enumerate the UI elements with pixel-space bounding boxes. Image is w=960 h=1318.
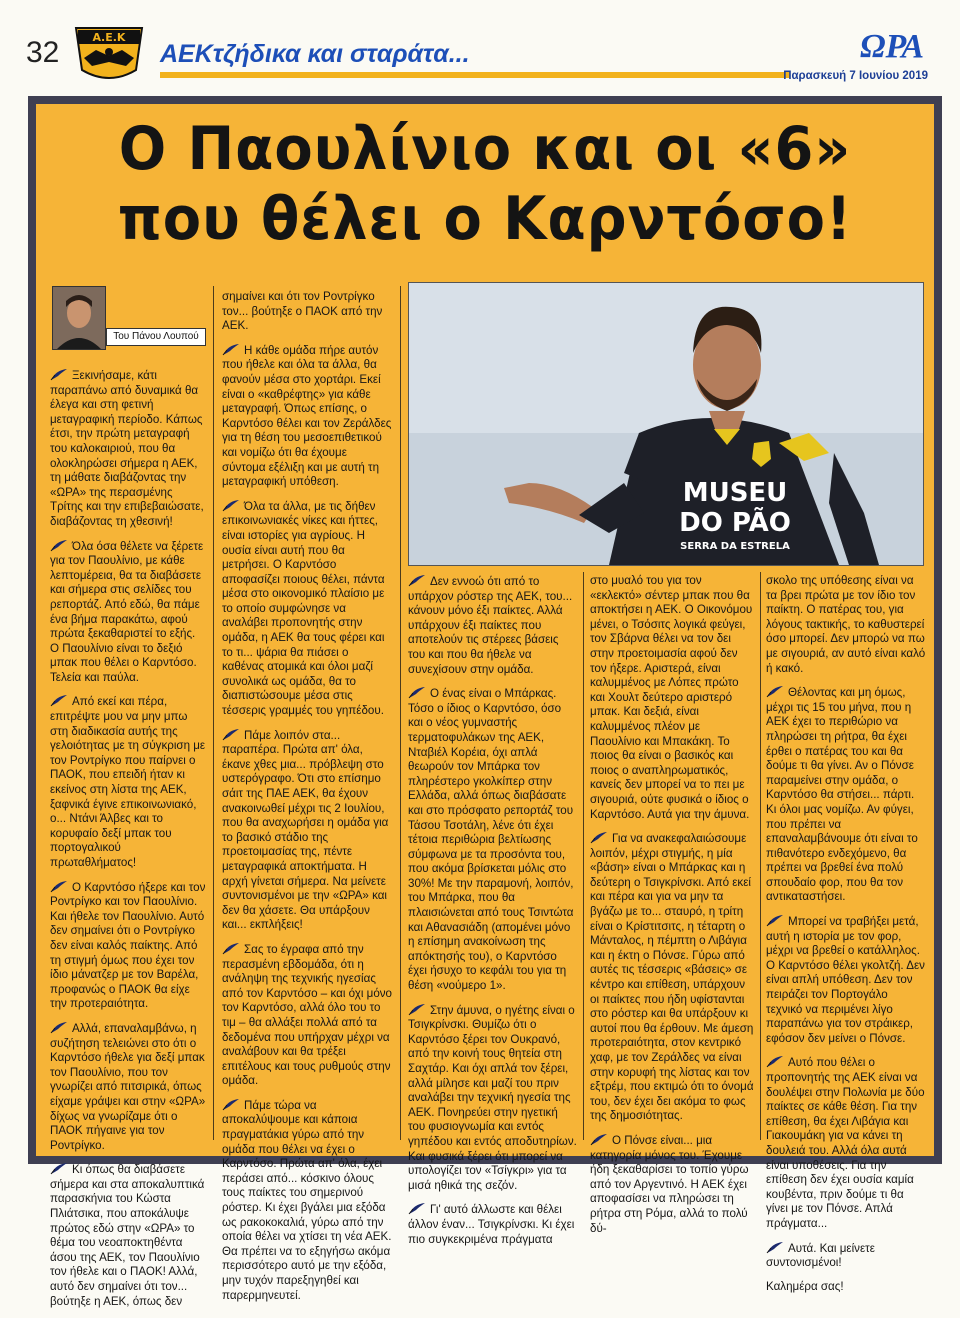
quill-icon <box>766 685 784 698</box>
quill-icon <box>50 1021 68 1034</box>
shirt-text-1: MUSEU <box>682 478 788 508</box>
paragraph: Πάμε λοιπόν στα... παραπέρα. Πρώτα απ' όλα, έκανε χθες μια... πρόβλεψη στο υστερόγραφο. Ότι στο επίσημο σάιτ της ΠΑΕ ΑΕΚ, θα έχουν ανακοινωθεί μέχρι τις 2 Ιουλίου, που θα αναχωρήσει η ομάδα για το βασικό στάδιο της προετοιμασίας της, πέντε μεταγραφικά αποκτήματα. Η αρχή γίνεται σήμερα. Να μείνετε συντονισμένοι με την «ΩΡΑ» και δεν θα χάσετε. Θα υπάρξουν και... εκπλήξεις! <box>222 728 389 932</box>
section-title: ΑΕΚτζήδικα και σταράτα... <box>160 40 470 68</box>
paragraph: Δεν εννοώ ότι από το υπάρχον ρόστερ της ΑΕΚ, του... κάνουν μόνο έξι παίκτες. Αλλά υπάρχουν έξι παίκτες που αποτελούν τις στέρεες βάσεις του και που θα ήθελε να συνεχίσουν στην ομάδα. <box>408 575 573 676</box>
sign-off: Καλημέρα σας! <box>766 1279 844 1293</box>
paragraph: στο μυαλό του για τον «εκλεκτό» σέντερ μπακ που θα αποκτήσει η ΑΕΚ. Ο Οικονόμου μένει, ο Τσόσιτς λογικά φεύγει, τον Σβάρνα θέλει να τον δει στην προετοιμασία αφού δεν τον ήξερε. Αριστερά, είναι καλυμμένος με Λόπες πρώτο και Χουλτ δεύτερο αριστερό μπακ. Και δεξιά, είναι καλυμμένος πλέον με Παουλίνιο και Μπακάκη. Το ποιος θα είναι ο βασικός και ποιος ο αναπληρωματικός, κανείς δεν μπορεί να το πει με σιγουριά, ούτε φυσικά ο ίδιος ο Καρντόσο. Αυτά για την άμυνα. <box>590 574 753 821</box>
paragraph: Αυτό που θέλει ο προπονητής της ΑΕΚ είναι να δουλέψει στην Πολωνία με δύο παίκτες σε κάθε θέση. Για την επίθεση, θα έχει Λιβάγια και Γιακουμάκη για να κάνει τη δουλειά του. Αλλά όλα αυτά είναι υποθέσεις. Για την επίθεση δεν έχει ουσία καμία κουβέντα, πριν δούμε τι θα γίνει με τον Πόνσε. Απλά πράγματα... <box>766 1056 925 1230</box>
headline <box>67 114 902 254</box>
issue-date: Παρασκευή 7 Ιουνίου 2019 <box>783 70 928 82</box>
player-photo-image <box>409 283 923 565</box>
article-column-2 <box>222 290 392 1312</box>
author-portrait-icon <box>53 287 105 349</box>
author-name: Του Πάνου Λουπού <box>106 328 206 346</box>
quill-icon <box>50 880 68 893</box>
paragraph: Όλα όσα θέλετε να ξέρετε για τον Παουλίνιο, με κάθε λεπτομέρεια, θα τα διαβάσετε και σήμερα στις σελίδες του ρεπορτάζ. Από εδώ, θα πάμε ένα βήμα παρακάτω, αφού πρώτα ξεκαθαριστεί το εξής. Ο Παουλίνιο είναι το δεξιό μπακ που θέλει ο Καρντόσο. Τελεία και παύλα. <box>50 539 204 684</box>
quill-icon <box>222 942 240 955</box>
paragraph: Η κάθε ομάδα πήρε αυτόν που ήθελε και όλα τα άλλα, θα φανούν μέσα στο χορτάρι. Εκεί είναι ο «καθρέφτης» για κάθε μεταγραφή. Όπως επίσης, ο Καρντόσο θέλει και τον Ζεράλδες για τη θέση του μεσοεπιθετικού και νομίζω ότι θα έχουμε σύντομα εξέλιξη και με αυτή τη μεταγραφική υπόθεση. <box>222 343 392 489</box>
quill-icon <box>50 1162 68 1175</box>
paragraph: Ο ένας είναι ο Μπάρκας. Τόσο ο ίδιος ο Καρντόσο, όσο και ο νέος γυμναστής τερματοφυλάκων της ΑΕΚ, Νταβιέλ Κορέια, όχι απλά θεωρούν τον Μπάρκα τον πληρέστερο γκολκίπερ στην Ελλάδα, αλλά όπως διαβάσατε και στο πρόσφατο ρεπορτάζ του Τάσου Τσοτάλη, λένε ότι έχει τέτοια περιθώρια βελτίωσης σύμφωνα με τα προσόντα του, που ακόμα βρίσκεται μόλις στο 30%! Με την παραμονή, λοιπόν, του Μπάρκα, που θα πλαισιώνεται από τους Τσιντώτα και Αθανασιάδη (απομένει μόνο η επίσημη ανακοίνωση της απόκτησής του), ο Καρντόσο έχει ήσυχο το κεφάλι του για τη θέση «νούμερο 1». <box>408 687 574 993</box>
paragraph: Γι' αυτό άλλωστε και θέλει άλλον έναν... Τσιγκρίνσκι. Κι έχει πιο συγκεκριμένα πράγματα <box>408 1203 575 1246</box>
paragraph: Από εκεί και πέρα, επιτρέψτε μου να μην μπω στη διαδικασία αυτής της γελοιότητας με τη σύγκριση με τον Ροντρίγκο που παίρνει ο ΠΑΟΚ, που επειδή ήταν κι εκείνος στη λίστα της ΑΕΚ, ξαφνικά έγινε επικοινωνιακό, ο... Ντάνι Άλβες και το κορυφαίο δεξί μπακ του πορτογαλικού πρωταθλήματος! <box>50 695 206 869</box>
author-photo <box>52 286 106 350</box>
article-column-5 <box>766 574 926 1303</box>
column-divider-3 <box>583 572 584 1140</box>
quill-icon <box>222 1098 240 1111</box>
quill-icon <box>222 499 240 512</box>
column-divider-1 <box>213 286 214 1140</box>
aek-logo-icon <box>72 22 146 84</box>
logo-text: Α.Ε.Κ <box>92 31 126 44</box>
paragraph: Στην άμυνα, ο ηγέτης είναι ο Τσιγκρίνσκι. Θυμίζω ότι ο Καρντόσο ξέρει τον Ουκρανό, από την κοινή τους θητεία στη Σαχτάρ. Και όχι απλά τον ξέρει, αλλά μίλησε και μαζί του πριν αναλάβει την τεχνική ηγεσία της ΑΕΚ. Πονηρεύει στην ηγετική του φυσιογνωμία και εντός γηπέδου και εντός αποδυτηρίων. Και φυσικά ξέρει ότι μπορεί να υπολογίζει τον «Τσίγκρι» για τα μισά ηθικά της σεζόν. <box>408 1003 577 1192</box>
paragraph: σημαίνει και ότι τον Ροντρίγκο τον... βούτηξε ο ΠΑΟΚ από την ΑΕΚ. <box>222 290 383 333</box>
paragraph: Ο Καρντόσο ήξερε και τον Ροντρίγκο και τον Παουλίνιο. Και ήθελε τον Παουλίνιο. Αυτό δεν σημαίνει ότι ο Ροντρίγκο δεν είναι καλός παίκτης. Από τη στιγμή όμως που έχει τον ίδιο μάνατζερ με τον Βαρέλα, προφανώς ο ΠΑΟΚ θα είχε την προτεραιότητα. <box>50 880 206 1011</box>
article-column-1 <box>50 368 206 1318</box>
paragraph: Πάμε τώρα να αποκαλύψουμε και κάποια πραγματάκια γύρω από την ομάδα που θέλει να έχει ο Καρντόσο. Πρώτα απ' όλα, έχει περάσει από... κόσκινο όλους τους παίκτες του σημερινού ρόστερ. Κι έχει βγάλει μια εξόδα ως ρακοκοκαλιά, γύρω από την οποία θέλει να χτίσει τη νέα ΑΕΚ. Θα πρέπει να το εξηγήσω ακόμα περισσότερο αυτό με την εξόδα, μην τυχόν παρεξηγηθεί και παρερμηνευτεί. <box>222 1098 392 1302</box>
quill-icon <box>222 343 240 356</box>
quill-icon <box>50 539 68 552</box>
paragraph: Μπορεί να τραβήξει μετά, αυτή η ιστορία με τον φορ, μέχρι να βρεθεί ο κατάλληλος. Ο Καρντόσο θέλει γκολτζή. Δεν είναι απλή υπόθεση. Δεν τον πειράζει τον Πορτογάλο τεχνικό να περιμένει λίγο παραπάνω για τον στράικερ, εφόσον δεν μείνει ο Πόνσε. <box>766 915 925 1045</box>
page-header <box>0 0 960 92</box>
quill-icon <box>590 831 608 844</box>
quill-icon <box>50 368 68 381</box>
player-photo <box>408 282 924 566</box>
page-number: 32 <box>26 36 60 69</box>
headline-line-2: που θέλει ο Καρντόσο! <box>117 184 853 254</box>
quill-icon <box>766 1241 784 1254</box>
quill-icon <box>408 1003 426 1016</box>
quill-icon <box>766 914 784 927</box>
quill-icon <box>408 686 426 699</box>
paragraph: Ξεκινήσαμε, κάτι παραπάνω από δυναμικά θα έλεγα και στη φετινή μεταγραφική περίοδο. Κάπως έτσι, την πρώτη μεταγραφή του καλοκαιριού, που θα ολοκληρώσει σήμερα η ΑΕΚ, τη μάθατε διαβάζοντας την «ΩΡΑ» της περασμένης Τρίτης και την επιβεβαιώσατε, διαβάζοντας τη χθεσινή! <box>50 369 204 528</box>
paragraph: Αλλά, επαναλαμβάνω, η συζήτηση τελειώνει στο ότι ο Καρντόσο ήθελε για δεξί μπακ τον Παουλίνιο, που τον γνωρίζει από πιτσιρικά, όπως είχαμε γράψει και στην «ΩΡΑ» δίχως να γνωρίζαμε ότι ο ΠΑΟΚ πήγαινε για τον Ροντρίγκο. <box>50 1021 206 1152</box>
quill-icon <box>408 1202 426 1215</box>
article-column-3 <box>408 574 578 1256</box>
paragraph: σκολο της υπόθεσης είναι να τα βρει πρώτα με τον ίδιο τον παίκτη. Ο πατέρας του, για λόγους τακτικής, το καθυστερεί όσο μπορεί. Δεν μπορώ να πω με σιγουριά, αν αυτό είναι καλό ή κακό. <box>766 574 926 675</box>
paragraph: Θέλοντας και μη όμως, μέχρι τις 15 του μήνα, που η ΑΕΚ έχει το περιθώριο να πληρώσει τη ρήτρα, θα έχει έρθει ο πατέρας του και θα δούμε τι θα γίνει. Αν ο Πόνσε παραμείνει στην ομάδα, ο Καρντόσο θα στήσει... πάρτι. Κι όλοι μας νομίζω. Αν φύγει, που πρέπει να επαναλαμβάνουμε ότι είναι το πιθανότερο ενδεχόμενο, θα πρέπει να βρεθεί ένα πολύ σπουδαίο φορ, που θα τον αντικαταστήσει. <box>766 686 918 904</box>
paragraph: Κι όπως θα διαβάσετε σήμερα και στα αποκαλυπτικά παρασκήνια του Κώστα Πλιάτσικα, που αποκάλυψε πρώτος εδώ στην «ΩΡΑ» το θέμα του νεοαποκτηθέντα άσου της ΑΕΚ, τον Παουλίνιο τον ήθελε και ο ΠΑΟΚ! Αλλά, αυτό δεν σημαίνει ότι τον... βούτηξε η ΑΕΚ, όπως δεν <box>50 1163 205 1308</box>
quill-icon <box>766 1055 784 1068</box>
quill-icon <box>222 728 240 741</box>
shirt-text-3: SERRA DA ESTRELA <box>680 541 790 552</box>
paragraph: Ο Πόνσε είναι... μια κατηγορία μόνος του. Έχουμε ήδη ξεκαθαρίσει το τοπίο γύρω από τον Αργεντινό. Η ΑΕΚ έχει αποφασίσει να πληρώσει τη ρήτρα στη Ρόμα, αλλά το πολύ δύ- <box>590 1133 749 1235</box>
author-byline <box>50 286 208 352</box>
newspaper-brand: ΩΡΑ <box>860 28 924 65</box>
column-divider-2 <box>400 286 401 1140</box>
paragraph: Όλα τα άλλα, με τις δήθεν επικοινωνιακές νίκες και ήττες, είναι ιστορίες για αγρίους. Η ουσία είναι αυτή που θα μετρήσει. Ο Καρντόσο αποφασίζει ποιους θέλει, πάντα μέσα στο οικονομικό πλαίσιο με το οποίο συμφώνησε να αναλάβει προπονητής στην ομάδα, η ΑΕΚ θα τους φέρει και το τι... ψάρια θα πιάσει ο καθένας ατομικά και όλοι μαζί συνολικά ως ομάδα, θα το διαπιστώσουμε μέσα στις τέσσερις γραμμές του γηπέδου. <box>222 499 385 718</box>
quill-icon <box>408 574 426 587</box>
quill-icon <box>590 1133 608 1146</box>
quill-icon <box>50 694 68 707</box>
column-divider-4 <box>760 572 761 1140</box>
shirt-text-2: DO PÃO <box>679 508 791 538</box>
paragraph: Σας το έγραφα από την περασμένη εβδομάδα, ότι η ανάληψη της τεχνικής ηγεσίας από τον Καρντόσο – και όχι μόνο τον Καρντόσο, αλλά όλο του το τιμ – θα αλλάξει πολλά από τα δεδομένα που υπήρχαν μέχρι να αναλάβουν και θα τρέξει επιτέλους και τους ρυθμούς στην ομάδα. <box>222 942 393 1088</box>
paragraph: Αυτά. Και μείνετε συντονισμένοι! <box>766 1241 875 1270</box>
article-column-4 <box>590 574 754 1245</box>
paragraph: Για να ανακεφαλαιώσουμε λοιπόν, μέχρι στιγμής, η μία «βάση» είναι ο Μπάρκας και η δεύτερη ο Τσιγκρίνσκι. Από εκεί και πέρα και για να μην τα βγάζω με το... σταυρό, η τρίτη είναι ο Κρίστιτσιτς, η τέταρτη ο Μάνταλος, η πέμπτη ο Λιβάγια και η έκτη ο Πόνσε. Γύρω από αυτές τις τέσσερις «βάσεις» σε κέντρο και επίθεση, υπάρχουν οι παίκτες που ήδη υφίστανται στο ρόστερ και θα υπάρξουν κι αυτοί που θα έρθουν. Με άμεση προτεραιότητα, στον κεντρικό χαφ, με τον Ζεράλδες να είναι στην κορυφή της λίστας και τον εξτρέμ, που εκτιμώ ότι το όνομά του, δεν έχει δει ακόμα το φως της δημοσιότητας. <box>590 832 754 1123</box>
header-rule <box>160 72 790 78</box>
headline-line-1: Ο Παουλίνιο και οι «6» <box>118 114 852 184</box>
